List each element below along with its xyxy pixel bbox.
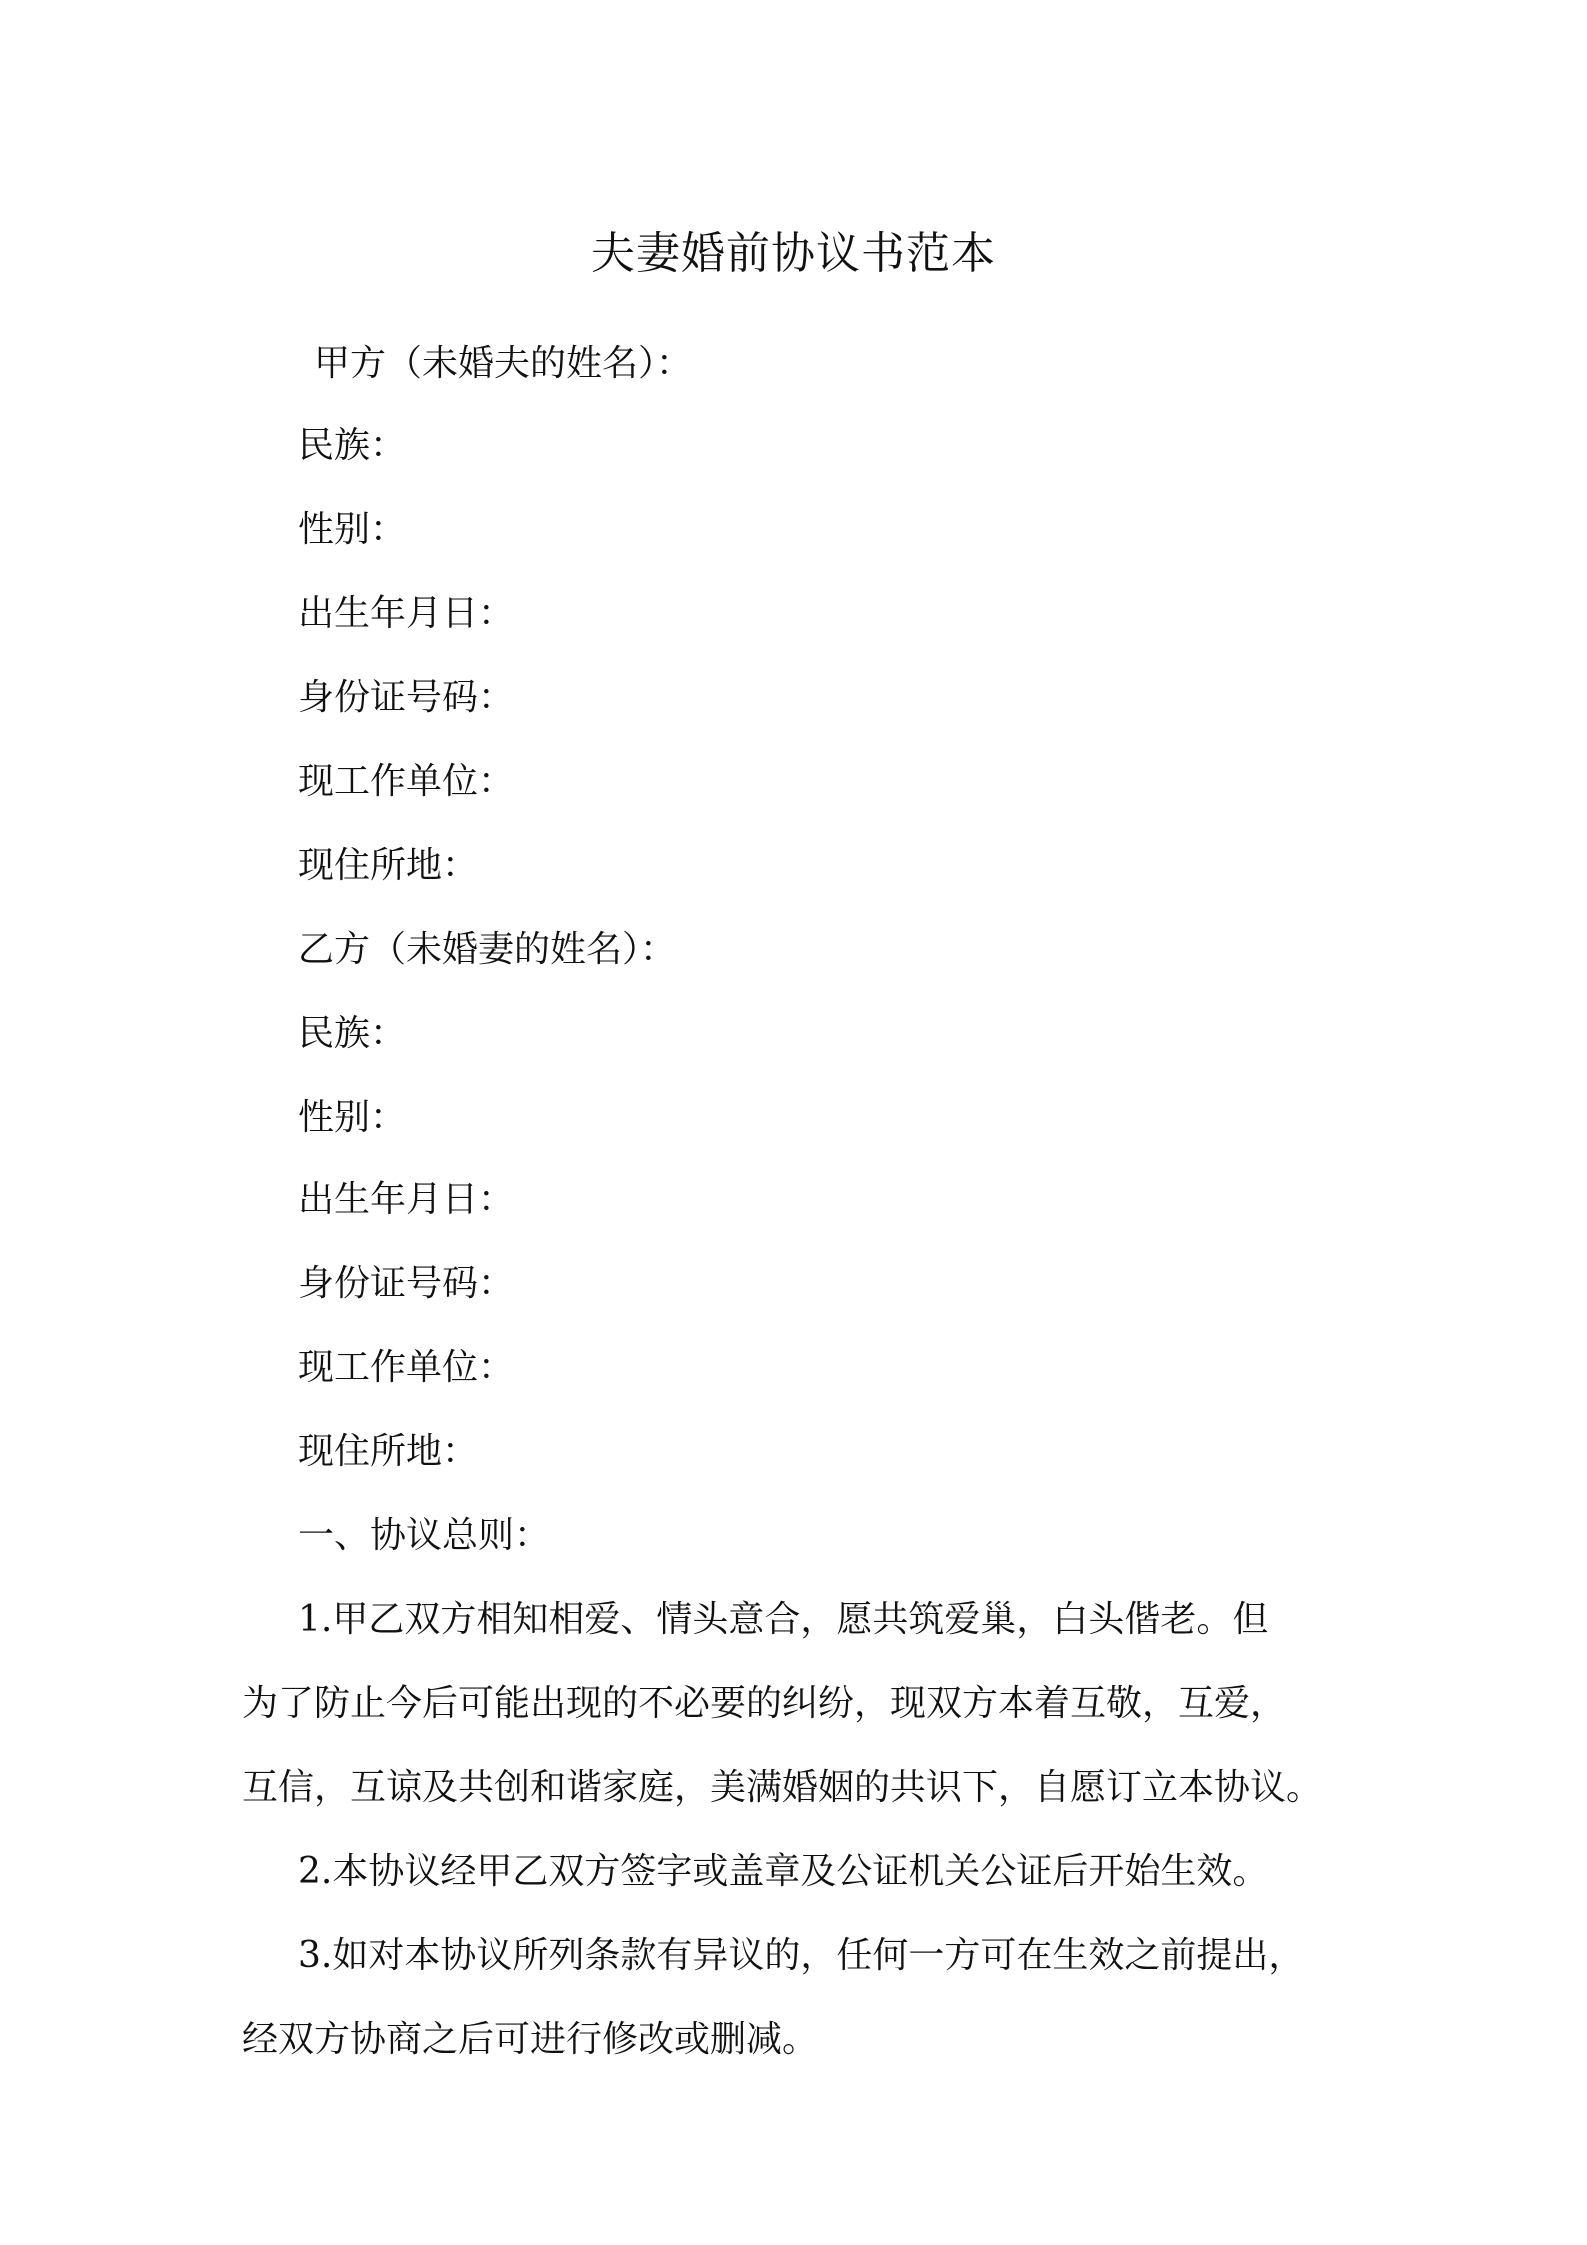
party-b-address-field: 现住所地： [298,1431,479,1472]
clause-1-line: 为了防止今后可能出现的不必要的纠纷，现双方本着互敬，互爱， [242,1683,1287,1724]
clause-2-line: 2.本协议经甲乙双方签字或盖章及公证机关公证后开始生效。 [298,1851,1269,1892]
clause-3-line: 3.如对本协议所列条款有异议的，任何一方可在生效之前提出， [298,1935,1305,1976]
section-heading: 一、协议总则： [298,1515,551,1556]
party-a-birthdate-field: 出生年月日： [298,593,515,634]
party-b-employer-field: 现工作单位： [298,1347,515,1388]
clause-1-line: 互信，互谅及共创和谐家庭，美满婚姻的共识下，自愿订立本协议。 [242,1767,1323,1808]
party-a-id-number-field: 身份证号码： [298,677,515,718]
party-a-address-field: 现住所地： [298,845,479,886]
document-title: 夫妻婚前协议书范本 [591,228,996,279]
party-b-ethnicity-field: 民族： [298,1013,407,1054]
clause-1-line: 1.甲乙双方相知相爱、情头意合，愿共筑爱巢，白头偕老。但 [298,1599,1269,1640]
party-a-employer-field: 现工作单位： [298,761,515,802]
party-b-birthdate-field: 出生年月日： [298,1179,515,1220]
party-b-heading: 乙方（未婚妻的姓名）： [298,929,677,970]
party-b-id-number-field: 身份证号码： [298,1263,515,1304]
clause-3-line: 经双方协商之后可进行修改或删减。 [242,2019,819,2060]
party-b-gender-field: 性别： [298,1097,407,1138]
party-a-gender-field: 性别： [298,509,407,550]
party-a-ethnicity-field: 民族： [298,425,407,466]
party-a-heading: 甲方（未婚夫的姓名）： [314,343,693,384]
